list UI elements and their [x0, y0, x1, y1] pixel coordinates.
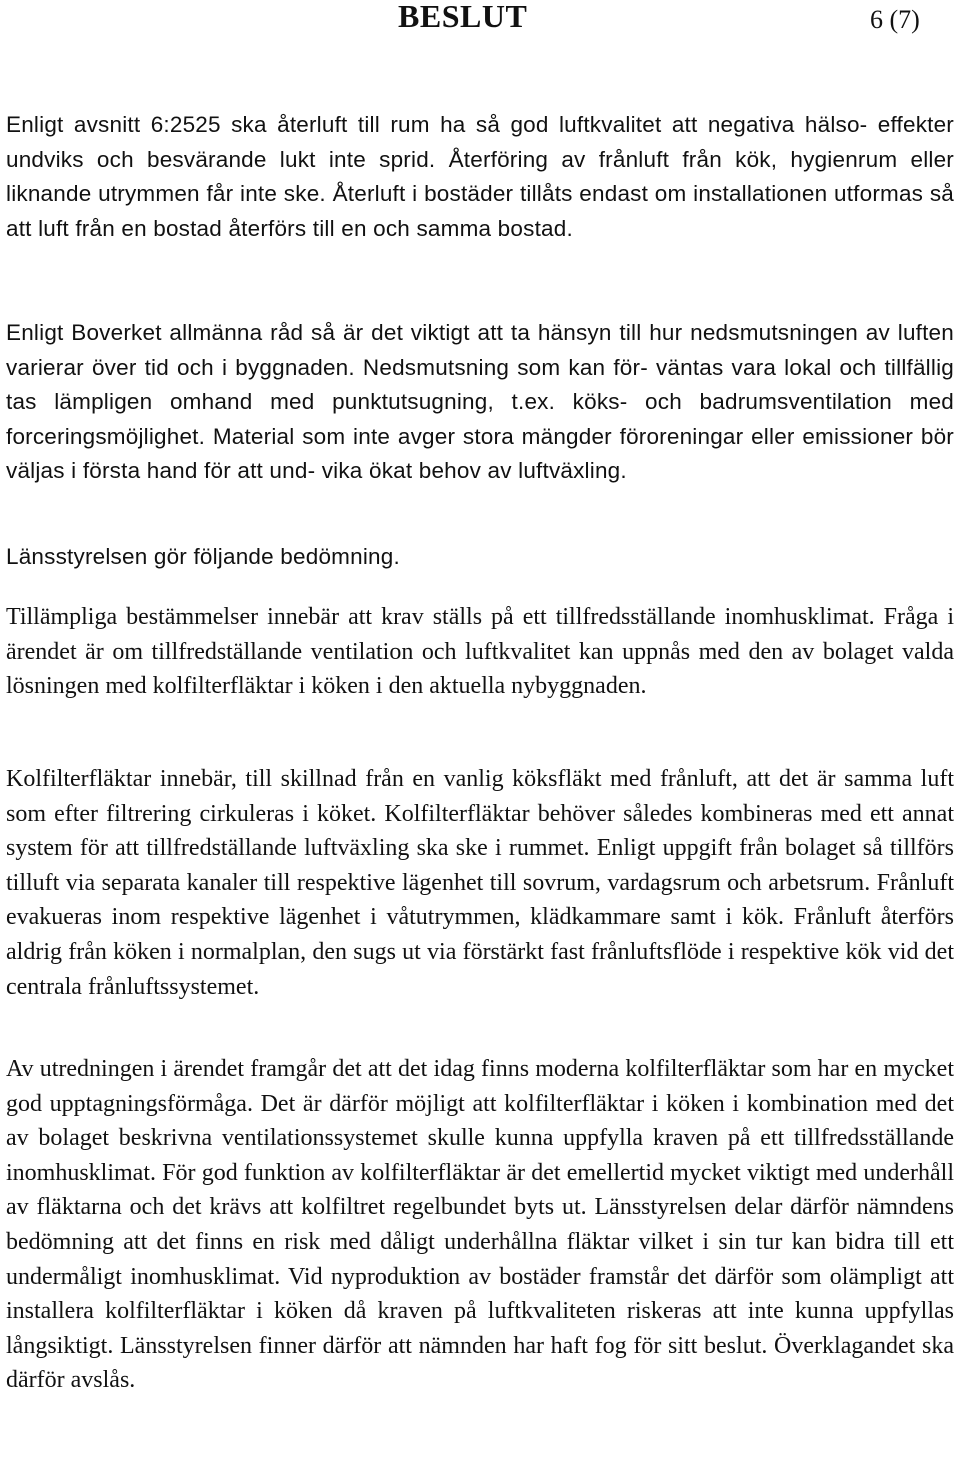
paragraph-applicable-provisions: Tillämpliga bestämmelser innebär att krav ställs på ett tillfredsställande inomhusklimat. Fråga i ärendet är om tillfredställande ventilation och luftkvalitet kan uppnås med den av bolaget valda lösningen med kolfilterfläktar i köken i den aktuella nybyggnaden.: [6, 604, 954, 700]
paragraph-air-recirculation: Enligt avsnitt 6:2525 ska återluft till rum ha så god luftkvalitet att negativa hälso- effekter undviks och besvärande lukt inte sprid. Återföring av frånluft från kök, hygienrum eller liknande utrymmen får inte ske. Återluft i bostäder tillåts endast om installationen utformas så att luft från en bostad återförs till en och samma bostad.: [6, 112, 954, 241]
document-title: BESLUT: [398, 0, 528, 34]
page-number: 6 (7): [870, 5, 920, 34]
paragraph-assessment-intro: Länsstyrelsen gör följande bedömning.: [6, 544, 400, 569]
page-header: [0, 0, 960, 40]
paragraph-conclusion: Av utredningen i ärendet framgår det att det idag finns moderna kolfilterfläktar som har en mycket god upptagningsförmåga. Det är därför möjligt att kolfilterfläktar i köken i kombination med det av bolaget beskrivna ventilationssystemet skulle kunna uppfylla kraven på ett tillfredsställande inomhusklimat. För god funktion av kolfilterfläktar är det emellertid mycket viktigt med underhåll av fläktarna och det krävs att kolfiltret regelbundet byts ut. Länsstyrelsen delar därför nämndens bedömning att det finns en risk med dåligt underhållna fläktar vilket i sin tur kan bidra till ett undermåligt inomhusklimat. Vid nyproduktion av bostäder framstår det därför som olämpligt att installera kolfilterfläktar i köken då kraven på luftkvaliteten riskeras att inte kunna uppfyllas långsiktigt. Länsstyrelsen finner därför att nämnden har haft fog för sitt beslut. Överklagandet ska därför avslås.: [6, 1056, 954, 1394]
paragraph-boverket-advice: Enligt Boverket allmänna råd så är det viktigt att ta hänsyn till hur nedsmutsningen av luften varierar över tid och i byggnaden. Nedsmutsning som kan för- väntas vara lokal och tillfällig tas lämpligen omhand med punktutsugning, t.ex. köks- och badrumsventilation med forceringsmöjlighet. Material som inte avger stora mängder föroreningar eller emissioner bör väljas i första hand för att und- vika ökat behov av luftväxling.: [6, 320, 954, 484]
paragraph-carbon-filter-fans: Kolfilterfläktar innebär, till skillnad från en vanlig köksfläkt med frånluft, att det är samma luft som efter filtrering cirkuleras i köket. Kolfilterfläktar behöver således kombineras med ett annat system för att tillfredställande luftväxling ska ske i rummet. Enligt uppgift från bolaget så tillförs tilluft via separata kanaler till respektive lägenhet till sovrum, vardagsrum och arbetsrum. Frånluft evakueras inom respektive lägenhet i våtutrymmen, klädkammare samt i kök. Frånluft återförs aldrig från köken i normalplan, den sugs ut via förstärkt fast frånluftsflöde i respektive kök vid det centrala frånluftssystemet.: [6, 766, 954, 1000]
